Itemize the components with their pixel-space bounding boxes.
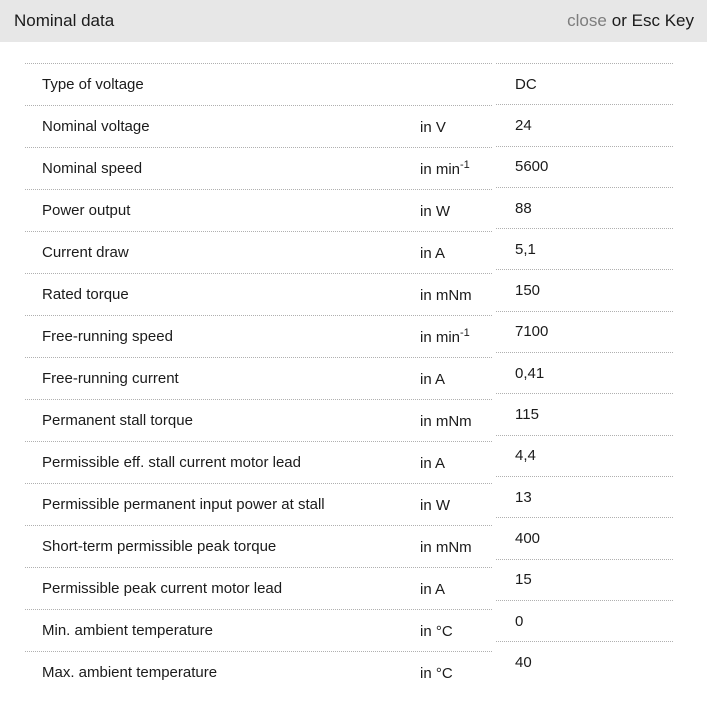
value-row xyxy=(496,641,673,682)
value-row xyxy=(496,517,673,558)
parameter-value: 5,1 xyxy=(515,240,536,258)
parameter-label: Nominal speed xyxy=(42,160,143,177)
value-row xyxy=(496,311,673,352)
value-row xyxy=(496,228,673,269)
modal-header xyxy=(0,0,707,42)
parameter-unit xyxy=(420,201,492,220)
table-row xyxy=(25,651,492,693)
parameter-label: Permissible peak current motor lead xyxy=(42,580,283,597)
unit-text: in °C xyxy=(420,665,453,682)
parameter-label: Min. ambient temperature xyxy=(42,622,213,639)
value-row xyxy=(496,393,673,434)
labels-column xyxy=(25,63,492,693)
parameter-unit xyxy=(420,159,492,178)
table-row xyxy=(25,273,492,315)
parameter-value: 115 xyxy=(515,406,539,424)
parameter-label: Current draw xyxy=(42,244,129,261)
parameter-value: 400 xyxy=(515,529,541,547)
parameter-value: 4,4 xyxy=(515,447,536,465)
parameter-unit xyxy=(420,453,492,472)
unit-text: in °C xyxy=(420,623,453,640)
unit-text: in mNm xyxy=(420,539,472,556)
parameter-value: 0,41 xyxy=(515,364,545,382)
unit-text: in mNm xyxy=(420,287,472,304)
parameter-label: Permissible permanent input power at stall xyxy=(42,496,325,513)
value-row xyxy=(496,435,673,476)
value-row xyxy=(496,476,673,517)
table-row xyxy=(25,567,492,609)
parameter-unit xyxy=(420,243,492,262)
parameter-unit xyxy=(420,495,492,514)
value-row xyxy=(496,559,673,600)
parameter-value: 0 xyxy=(515,612,524,630)
parameter-unit xyxy=(420,117,492,136)
value-row xyxy=(496,600,673,641)
table-row xyxy=(25,399,492,441)
unit-text: in V xyxy=(420,119,446,136)
parameter-label: Free-running speed xyxy=(42,328,173,345)
table-row xyxy=(25,105,492,147)
table-row xyxy=(25,483,492,525)
table-row xyxy=(25,147,492,189)
parameter-value: 7100 xyxy=(515,323,549,341)
table-row xyxy=(25,357,492,399)
value-row xyxy=(496,187,673,228)
parameter-unit xyxy=(420,369,492,388)
parameter-label: Max. ambient temperature xyxy=(42,664,218,681)
value-row xyxy=(496,352,673,393)
parameter-unit xyxy=(420,579,492,598)
parameter-value: 150 xyxy=(515,282,541,300)
table-row xyxy=(25,609,492,651)
parameter-value: 5600 xyxy=(515,158,549,176)
parameter-label: Permissible eff. stall current motor lead xyxy=(42,454,301,471)
unit-text: in A xyxy=(420,581,446,598)
table-row xyxy=(25,189,492,231)
unit-text: in W xyxy=(420,203,450,220)
unit-text: in A xyxy=(420,371,446,388)
unit-superscript: -1 xyxy=(460,327,470,339)
value-row xyxy=(496,63,673,104)
close-area xyxy=(567,11,694,31)
parameter-label: Permanent stall torque xyxy=(42,412,193,429)
value-row xyxy=(496,146,673,187)
modal-title: Nominal data xyxy=(14,11,115,30)
table-row xyxy=(25,441,492,483)
esc-key-hint: or Esc Key xyxy=(611,11,694,30)
unit-text: in mNm xyxy=(420,413,472,430)
parameter-value: 13 xyxy=(515,488,532,506)
parameter-value: DC xyxy=(515,75,537,93)
parameter-label: Power output xyxy=(42,202,131,219)
unit-text: in min xyxy=(420,161,461,178)
parameter-value: 24 xyxy=(515,116,532,134)
unit-superscript: -1 xyxy=(460,159,470,171)
table-row xyxy=(25,231,492,273)
parameter-label: Type of voltage xyxy=(42,76,144,93)
parameter-unit xyxy=(420,285,492,304)
parameter-unit xyxy=(420,621,492,640)
table-row xyxy=(25,525,492,567)
parameter-label: Short-term permissible peak torque xyxy=(42,538,277,555)
parameter-value: 88 xyxy=(515,199,532,217)
nominal-data-table xyxy=(25,63,673,693)
values-column xyxy=(496,63,673,682)
close-button[interactable]: close xyxy=(567,11,607,30)
value-row xyxy=(496,269,673,310)
table-row xyxy=(25,315,492,357)
table-row xyxy=(25,63,492,105)
parameter-value: 40 xyxy=(515,653,532,671)
parameter-unit xyxy=(420,537,492,556)
value-row xyxy=(496,104,673,145)
unit-text: in A xyxy=(420,245,446,262)
unit-text: in A xyxy=(420,455,446,472)
parameter-label: Rated torque xyxy=(42,286,129,303)
unit-text: in min xyxy=(420,329,461,346)
parameter-unit xyxy=(420,411,492,430)
parameter-unit xyxy=(420,327,492,346)
unit-text: in W xyxy=(420,497,450,514)
parameter-label: Nominal voltage xyxy=(42,118,150,135)
parameter-label: Free-running current xyxy=(42,370,179,387)
parameter-unit xyxy=(420,663,492,682)
parameter-value: 15 xyxy=(515,571,532,589)
